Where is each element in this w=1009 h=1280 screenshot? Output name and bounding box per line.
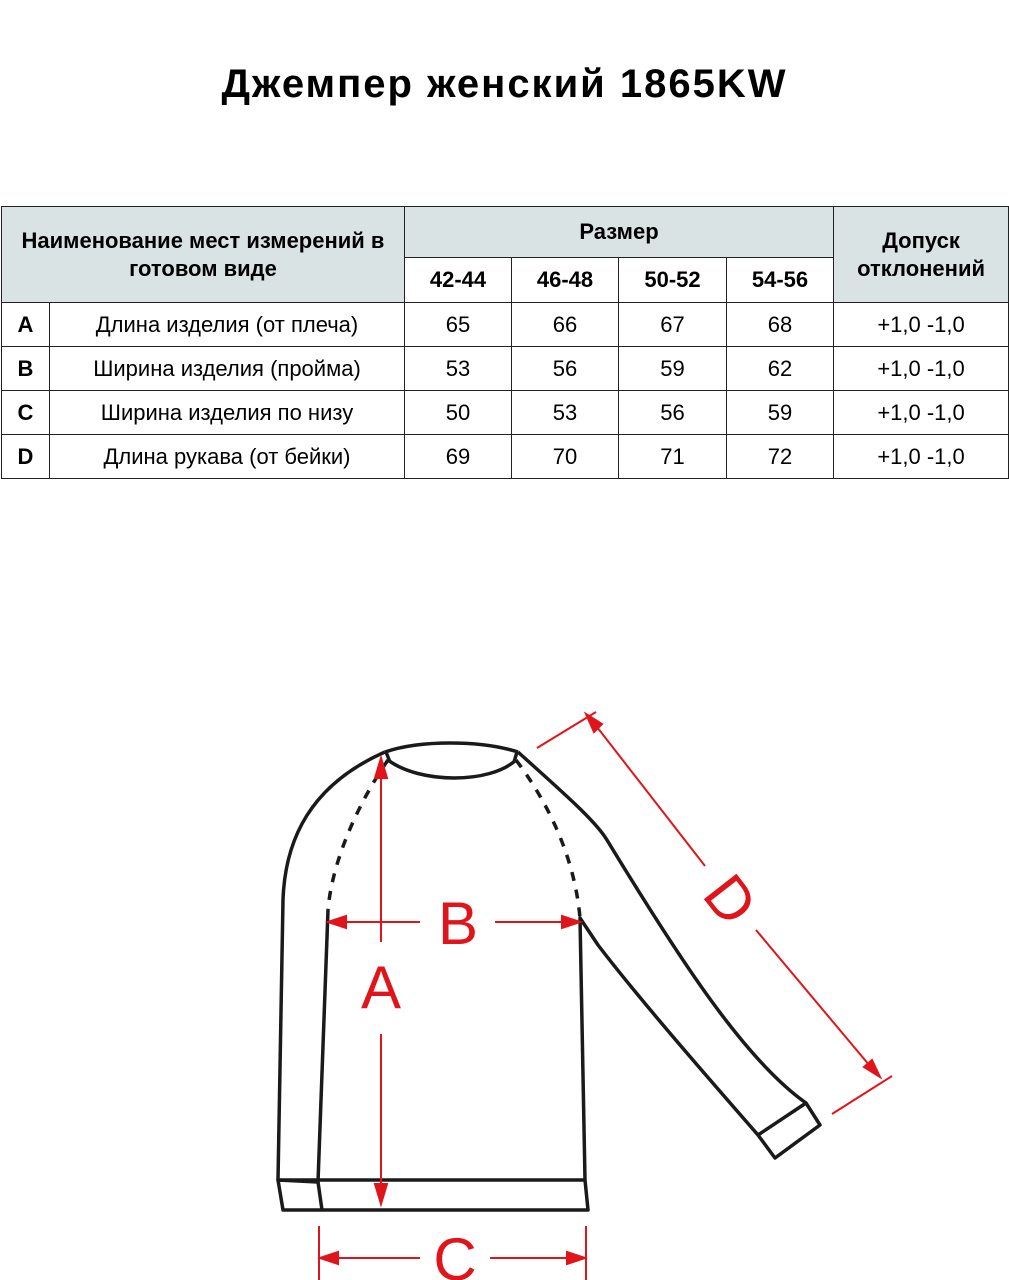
table-cell: 56 bbox=[619, 391, 727, 435]
row-letter: C bbox=[2, 391, 50, 435]
table-cell: 50 bbox=[405, 391, 512, 435]
tolerance-cell: +1,0 -1,0 bbox=[834, 347, 1009, 391]
table-cell: 68 bbox=[727, 303, 834, 347]
size-column-header: 46-48 bbox=[512, 258, 619, 303]
table-row bbox=[2, 391, 1009, 435]
table-cell: 53 bbox=[512, 391, 619, 435]
table-cell: 53 bbox=[405, 347, 512, 391]
size-header: Размер bbox=[405, 207, 834, 258]
table-row bbox=[2, 347, 1009, 391]
row-letter: A bbox=[2, 303, 50, 347]
garment-diagram bbox=[0, 690, 1009, 1280]
table-cell: 69 bbox=[405, 435, 512, 479]
table-cell: 66 bbox=[512, 303, 619, 347]
table-cell: 70 bbox=[512, 435, 619, 479]
measurement-lines bbox=[319, 712, 892, 1280]
row-letter: D bbox=[2, 435, 50, 479]
table-row bbox=[2, 303, 1009, 347]
measurement-label-b: B bbox=[437, 890, 479, 957]
table-cell: 71 bbox=[619, 435, 727, 479]
row-label: Длина изделия (от плеча) bbox=[50, 303, 405, 347]
measurement-label-d: D bbox=[690, 861, 771, 938]
measurement-label-c: C bbox=[433, 1226, 477, 1280]
measurement-label-a: A bbox=[360, 954, 402, 1021]
size-table bbox=[1, 206, 1009, 479]
tolerance-cell: +1,0 -1,0 bbox=[834, 303, 1009, 347]
table-row bbox=[2, 435, 1009, 479]
row-label: Ширина изделия (пройма) bbox=[50, 347, 405, 391]
table-cell: 56 bbox=[512, 347, 619, 391]
table-cell: 59 bbox=[619, 347, 727, 391]
size-column-header: 42-44 bbox=[405, 258, 512, 303]
measurement-name-header: Наименование мест измерений в готовом виде bbox=[2, 207, 405, 303]
row-letter: B bbox=[2, 347, 50, 391]
row-label: Длина рукава (от бейки) bbox=[50, 435, 405, 479]
tolerance-cell: +1,0 -1,0 bbox=[834, 391, 1009, 435]
table-cell: 72 bbox=[727, 435, 834, 479]
tolerance-cell: +1,0 -1,0 bbox=[834, 435, 1009, 479]
page-title: Джемпер женский 1865KW bbox=[221, 62, 788, 106]
tolerance-header: Допуск отклонений bbox=[834, 207, 1009, 303]
table-cell: 65 bbox=[405, 303, 512, 347]
size-column-header: 54-56 bbox=[727, 258, 834, 303]
size-column-header: 50-52 bbox=[619, 258, 727, 303]
table-cell: 67 bbox=[619, 303, 727, 347]
table-cell: 59 bbox=[727, 391, 834, 435]
table-cell: 62 bbox=[727, 347, 834, 391]
row-label: Ширина изделия по низу bbox=[50, 391, 405, 435]
